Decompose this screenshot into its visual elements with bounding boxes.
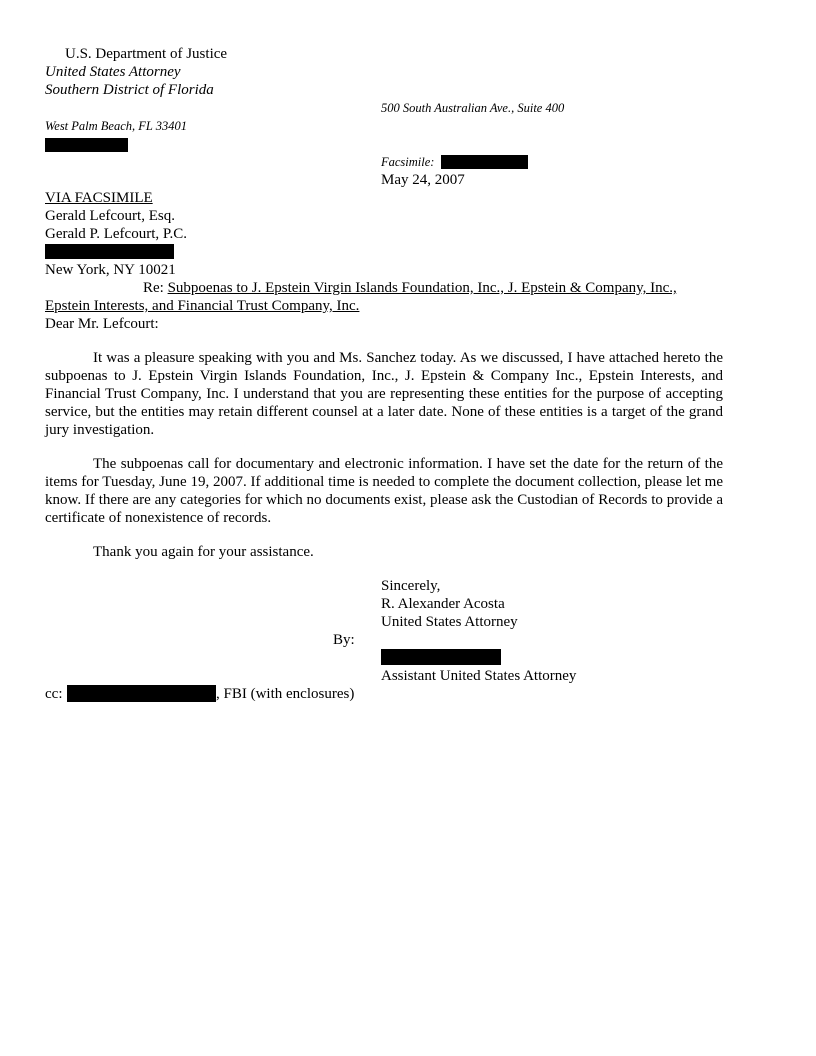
- redaction-street-address: [45, 244, 174, 259]
- delivery-method: VIA FACSIMILE: [45, 190, 153, 206]
- office-address: 500 South Australian Ave., Suite 400: [381, 101, 565, 115]
- subject-prefix: Re:: [143, 280, 168, 296]
- recipient-name: Gerald Lefcourt, Esq.: [45, 208, 175, 224]
- district-name: Southern District of Florida: [45, 82, 214, 98]
- letter-date: May 24, 2007: [381, 172, 465, 188]
- subject-line-1: [143, 279, 677, 297]
- subject-line-2: Epstein Interests, and Financial Trust Company, Inc.: [45, 298, 360, 314]
- office-name: United States Attorney: [45, 64, 181, 80]
- cc-suffix: , FBI (with enclosures): [216, 686, 355, 702]
- facsimile-label: Facsimile:: [381, 155, 435, 169]
- signer-title: United States Attorney: [381, 614, 518, 630]
- redaction-facsimile: [441, 155, 528, 169]
- signer-name: R. Alexander Acosta: [381, 596, 505, 612]
- subject-text-1: Subpoenas to J. Epstein Virgin Islands Foundation, Inc., J. Epstein & Company, Inc.,: [167, 280, 677, 296]
- recipient-firm: Gerald P. Lefcourt, P.C.: [45, 226, 188, 242]
- office-city: West Palm Beach, FL 33401: [45, 119, 188, 133]
- body-paragraph-2: The subpoenas call for documentary and electronic information. I have set the date for the return of the items for Tuesday, June 19, 2007. If additional time is needed to complete the document collection, please let me know. If there are any categories for which no documents exist, please ask the Custodian of Records to provide a certificate of nonexistence of records.: [45, 456, 723, 526]
- redaction-cc-names: [67, 685, 216, 702]
- cc-label: cc:: [45, 686, 63, 702]
- redaction-ausa-name: [381, 649, 501, 665]
- redaction-phone: [45, 138, 128, 152]
- closing-sincerely: Sincerely,: [381, 578, 441, 594]
- salutation: Dear Mr. Lefcourt:: [45, 316, 159, 332]
- by-label: By:: [333, 632, 355, 648]
- recipient-city: New York, NY 10021: [45, 262, 176, 278]
- department-name: U.S. Department of Justice: [65, 46, 228, 62]
- body-paragraph-3: Thank you again for your assistance.: [93, 544, 314, 560]
- ausa-title: Assistant United States Attorney: [381, 668, 577, 684]
- body-paragraph-1: It was a pleasure speaking with you and Ms. Sanchez today. As we discussed, I have attached hereto the subpoenas to J. Epstein Virgin Islands Foundation, Inc., J. Epstein & Company Inc., Epstein Interests, and Financial Trust Company, Inc. I understand that you are representing these entities for the purpose of accepting service, but the entities may retain different counsel at a later date. None of these entities is a target of the grand jury investigation.: [45, 350, 723, 438]
